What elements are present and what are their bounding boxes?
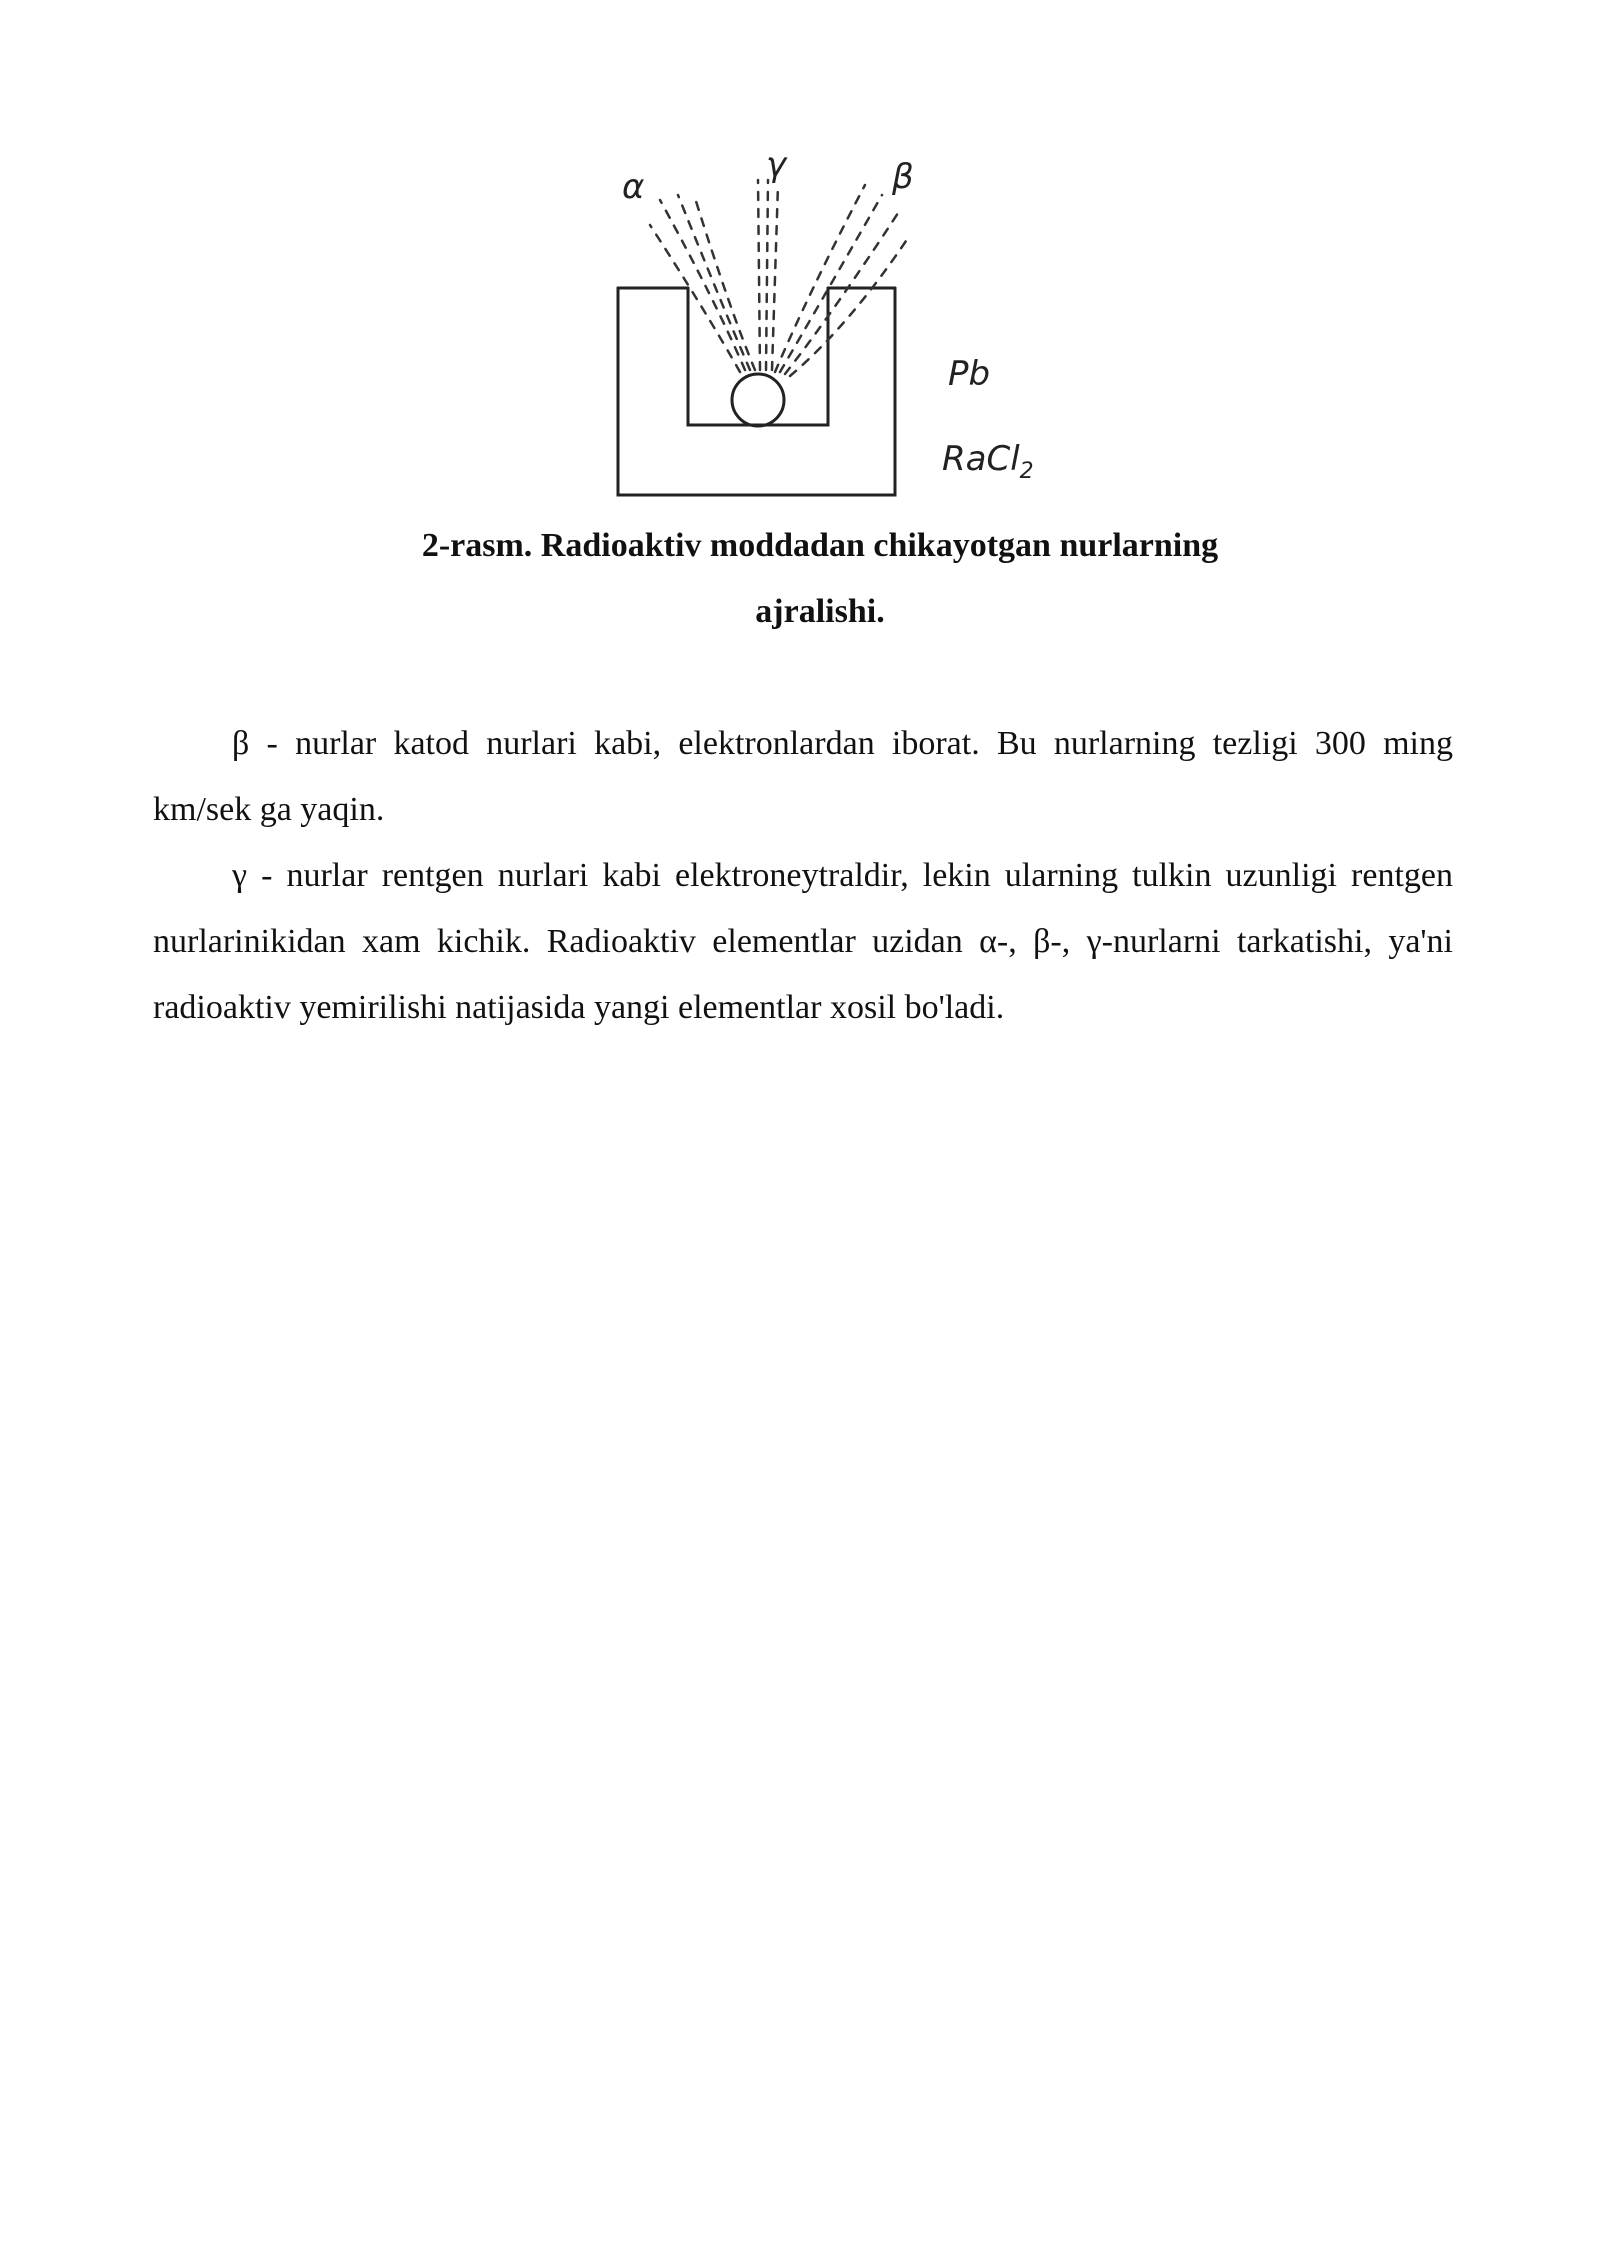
lead-container-outer [618, 288, 895, 495]
label-racl2: RaCl$_2$ [942, 439, 1034, 484]
body-text [153, 711, 1453, 1041]
lead-container-inner [688, 288, 828, 425]
radium-sample [732, 374, 784, 426]
radiation-figure [610, 140, 1050, 500]
radiation-diagram [610, 140, 1050, 500]
caption-line-2: ajralishi. [755, 593, 885, 630]
label-beta: β [892, 157, 914, 197]
label-alpha: α [622, 167, 645, 207]
figure-caption [150, 513, 1490, 645]
paragraph-gamma: γ - nurlar rentgen nurlari kabi elektroneytraldir, lekin ularning tulkin uzunligi rentgen nurlarinikidan xam kichik. Radioaktiv elementlar uzidan α-, β-, γ-nurlarni tarkatishi, ya'ni radioaktiv yemirilishi natijasida yangi elementlar xosil bo'ladi. [153, 857, 1453, 1026]
paragraph-beta: β - nurlar katod nurlari kabi, elektronlardan iborat. Bu nurlarning tezligi 300 ming km/sek ga yaqin. [153, 725, 1453, 828]
label-pb: Pb [948, 354, 991, 394]
label-gamma: γ [766, 145, 787, 185]
caption-line-1: 2-rasm. Radioaktiv moddadan chikayotgan nurlarning [421, 527, 1219, 564]
